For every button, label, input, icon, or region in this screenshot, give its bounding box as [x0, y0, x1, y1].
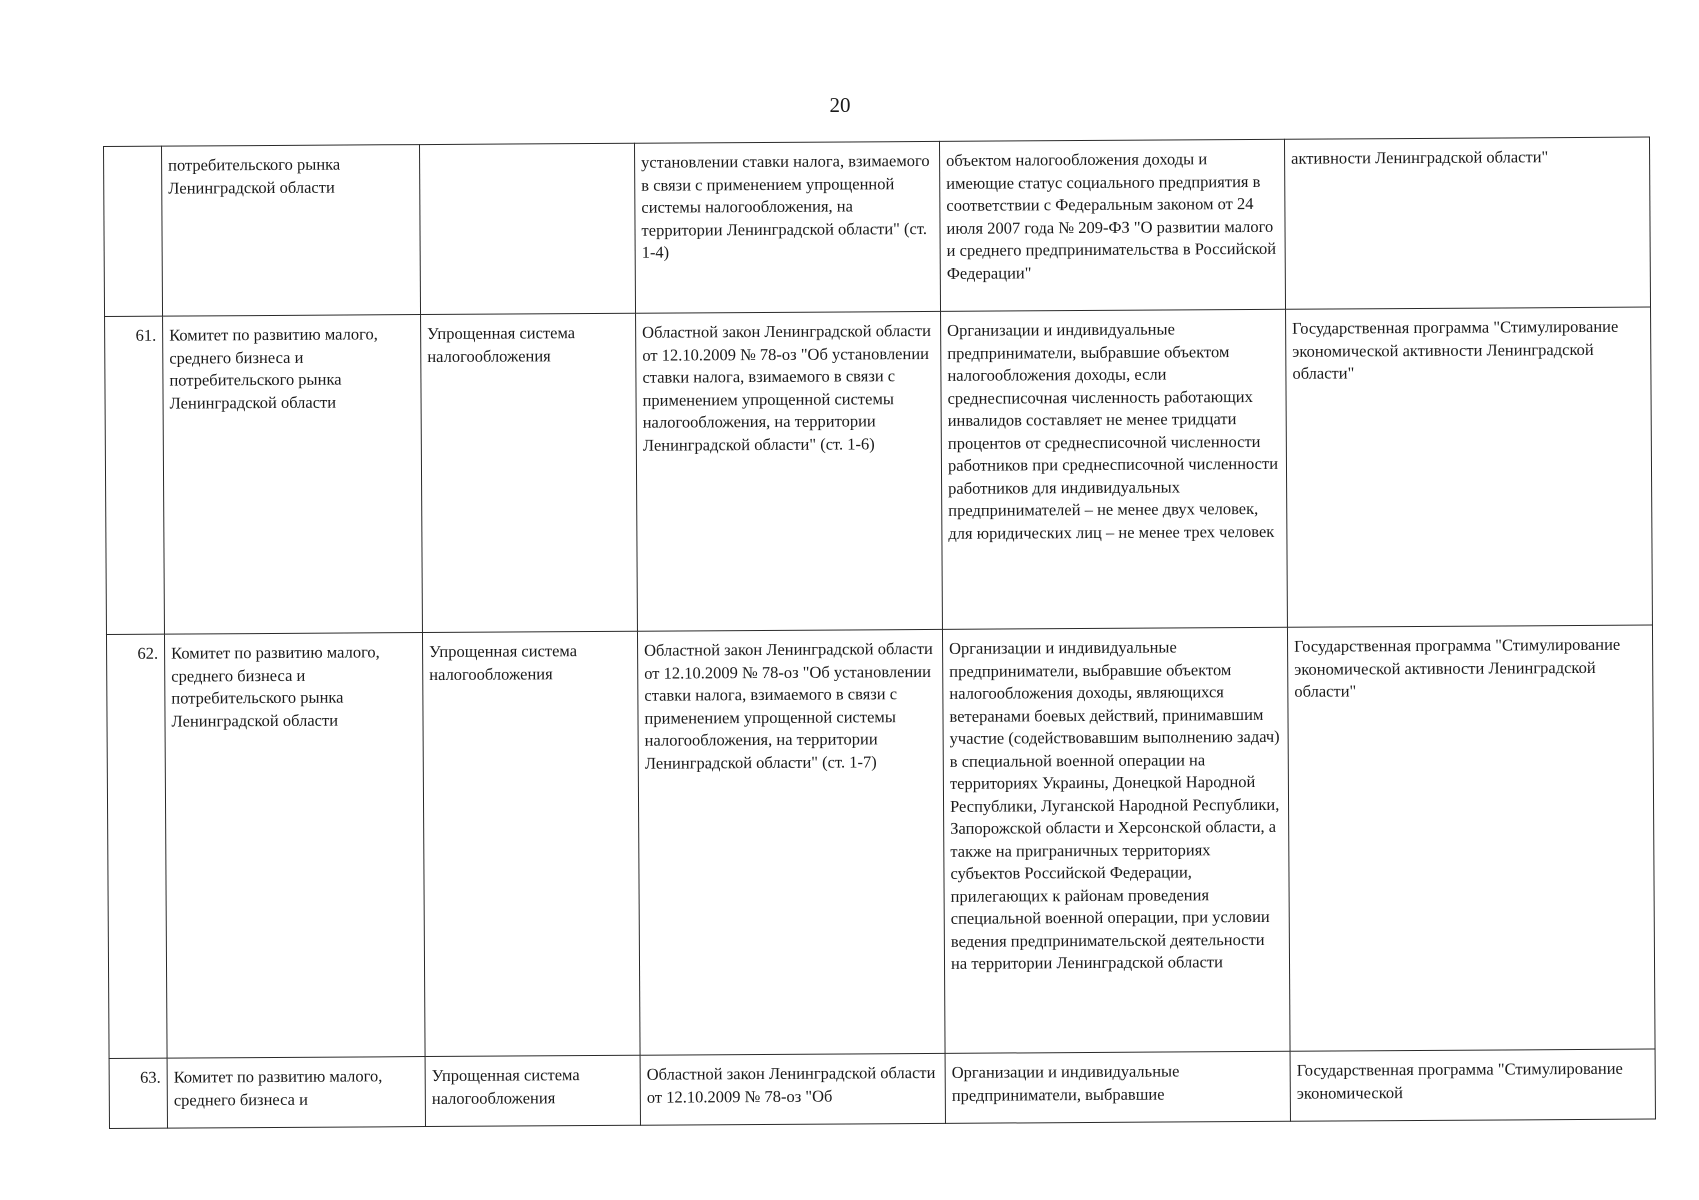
- curator-cell: Комитет по развитию малого, среднего бизнеса и потребительского рынка Ленинградской области: [164, 633, 425, 1059]
- page-number: 20: [829, 93, 851, 117]
- table-row-61: [105, 307, 1653, 634]
- table-row-63: [109, 1049, 1655, 1128]
- curator-cell: потребительского рынка Ленинградской области: [162, 145, 421, 317]
- beneficiary-category-cell: Организации и индивидуальные предприниматели, выбравшие объектом налогообложения доходы, если среднесписочная численность работающих инвалидов составляет не менее тридцати процентов от среднесписочной численности работников при среднесписочной численности работников для индивидуальных предпринимателей – не менее двух человек, для юридических лиц – не менее трех человек: [941, 309, 1288, 629]
- row-number: 62.: [106, 634, 167, 1058]
- row-number: 61.: [105, 316, 165, 634]
- row-number: 63.: [109, 1058, 167, 1128]
- legal-act-cell: Областной закон Ленинградской области от 12.10.2009 № 78-оз "Об: [640, 1053, 945, 1125]
- tax-benefits-table: [103, 137, 1656, 1129]
- legal-act-cell: Областной закон Ленинградской области от 12.10.2009 № 78-оз "Об установлении ставки налога, взимаемого в связи с применением упрощенной системы налогообложения, на территории Ленинградской области" (ст. 1-7): [637, 629, 945, 1055]
- table-row-continuation: [104, 137, 1651, 316]
- tax-type-cell: Упрощенная система налогообложения: [425, 1055, 640, 1126]
- state-program-cell: Государственная программа "Стимулирование экономической: [1290, 1049, 1655, 1121]
- beneficiary-category-cell: Организации и индивидуальные предприниматели, выбравшие: [945, 1051, 1290, 1123]
- legal-act-cell: установлении ставки налога, взимаемого в связи с применением упрощенной системы налогообложения, на территории Ленинградской области" (ст. 1-4): [634, 141, 940, 313]
- state-program-cell: Государственная программа "Стимулирование экономической активности Ленинградской области": [1287, 625, 1655, 1051]
- curator-cell: Комитет по развитию малого, среднего бизнеса и: [167, 1057, 425, 1129]
- beneficiary-category-cell: Организации и индивидуальные предприниматели, выбравшие объектом налогообложения доходы, являющихся ветеранами боевых действий, принимавшим участие (содействовавшим выполнению задач) в специальной военной операции на территориях Украины, Донецкой Народной Республики, Луганской Народной Республики, Запорожской области и Херсонской области, а также на приграничных территориях субъектов Российской Федерации, прилегающих к районам проведения специальной военной операции, при условии ведения предпринимательской деятельности на территории Ленинградской области: [942, 627, 1290, 1053]
- state-program-cell: активности Ленинградской области": [1284, 137, 1650, 309]
- table-row-62: [106, 625, 1655, 1058]
- row-number: [104, 146, 163, 316]
- tax-type-cell: Упрощенная система налогообложения: [422, 631, 640, 1056]
- beneficiary-category-cell: объектом налогообложения доходы и имеющие статус социального предприятия в соответствии с Федеральным законом от 24 июля 2007 года № 209-ФЗ "О развитии малого и среднего предпринимательства в Российской Федерации": [939, 139, 1285, 311]
- state-program-cell: Государственная программа "Стимулирование экономической активности Ленинградской области": [1286, 307, 1653, 627]
- tax-type-cell: Упрощенная система налогообложения: [421, 313, 638, 632]
- tax-type-cell: [419, 143, 635, 314]
- legal-act-cell: Областной закон Ленинградской области от 12.10.2009 № 78-оз "Об установлении ставки налога, взимаемого в связи с применением упрощенной системы налогообложения, на территории Ленинградской области" (ст. 1-6): [636, 311, 943, 631]
- curator-cell: Комитет по развитию малого, среднего бизнеса и потребительского рынка Ленинградской области: [163, 315, 423, 635]
